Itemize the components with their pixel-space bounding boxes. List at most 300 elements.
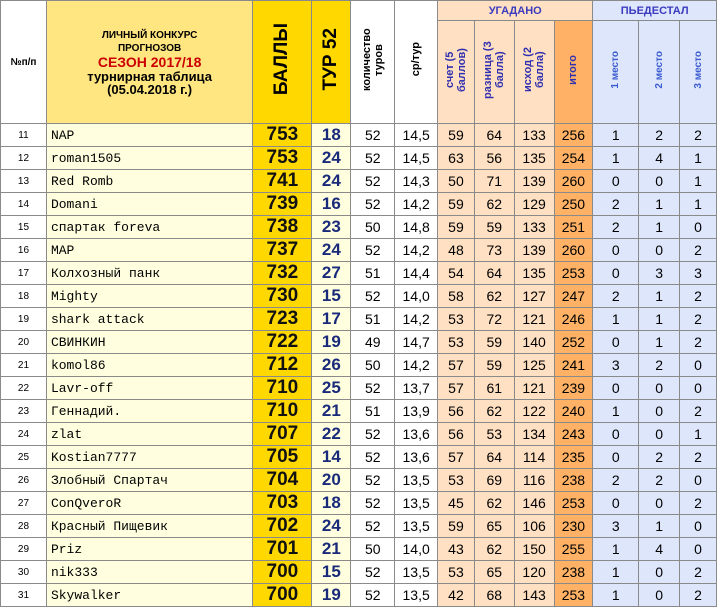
row-number: 18: [1, 285, 47, 308]
average-per-tour: 13,7: [395, 377, 438, 400]
place2-count: 1: [639, 331, 680, 354]
place3-count: 2: [680, 285, 717, 308]
tour-points: 18: [312, 492, 351, 515]
guessed-score: 57: [438, 354, 475, 377]
tours-count: 52: [351, 584, 395, 607]
guessed-diff: 65: [474, 561, 514, 584]
guessed-total: 251: [554, 216, 593, 239]
guessed-outcome: 139: [514, 239, 554, 262]
tours-count: 51: [351, 400, 395, 423]
guessed-outcome: 135: [514, 262, 554, 285]
header-guess-outcome: исход (2 балла): [514, 21, 554, 124]
place2-count: 1: [639, 308, 680, 331]
tour-points: 15: [312, 561, 351, 584]
table-row: [1, 561, 717, 584]
guessed-diff: 68: [474, 584, 514, 607]
average-per-tour: 13,6: [395, 446, 438, 469]
place2-count: 1: [639, 515, 680, 538]
points-value: 700: [253, 561, 312, 584]
place1-count: 1: [593, 124, 639, 147]
tour-points: 24: [312, 515, 351, 538]
place2-count: 0: [639, 377, 680, 400]
points-value: 723: [253, 308, 312, 331]
table-row: [1, 170, 717, 193]
row-number: 30: [1, 561, 47, 584]
points-value: 738: [253, 216, 312, 239]
player-name: Priz: [46, 538, 252, 561]
table-row: [1, 538, 717, 561]
place3-count: 3: [680, 262, 717, 285]
subtitle-label: турнирная таблица: [87, 68, 212, 84]
points-value: 732: [253, 262, 312, 285]
place3-count: 1: [680, 423, 717, 446]
place3-count: 1: [680, 193, 717, 216]
place3-count: 0: [680, 538, 717, 561]
guessed-score: 56: [438, 423, 475, 446]
average-per-tour: 13,5: [395, 561, 438, 584]
guessed-score: 57: [438, 377, 475, 400]
guessed-total: 253: [554, 262, 593, 285]
points-value: 701: [253, 538, 312, 561]
average-per-tour: 14,2: [395, 308, 438, 331]
guessed-total: 260: [554, 239, 593, 262]
row-number: 27: [1, 492, 47, 515]
guessed-diff: 56: [474, 147, 514, 170]
points-value: 753: [253, 147, 312, 170]
header-tours-count: количество туров: [351, 1, 395, 124]
average-per-tour: 14,7: [395, 331, 438, 354]
row-number: 22: [1, 377, 47, 400]
tour-points: 22: [312, 423, 351, 446]
place1-count: 0: [593, 377, 639, 400]
place2-count: 1: [639, 285, 680, 308]
guessed-diff: 62: [474, 492, 514, 515]
header-guessed-group: УГАДАНО: [438, 1, 593, 21]
place1-count: 1: [593, 308, 639, 331]
row-number: 21: [1, 354, 47, 377]
tours-count: 52: [351, 423, 395, 446]
guessed-outcome: 143: [514, 584, 554, 607]
player-name: спартак foreva: [46, 216, 252, 239]
guessed-outcome: 140: [514, 331, 554, 354]
header-place1: 1 место: [593, 21, 639, 124]
guessed-total: 241: [554, 354, 593, 377]
tour-points: 21: [312, 400, 351, 423]
guessed-total: 250: [554, 193, 593, 216]
average-per-tour: 14,0: [395, 285, 438, 308]
guessed-score: 59: [438, 124, 475, 147]
table-row: [1, 423, 717, 446]
row-number: 13: [1, 170, 47, 193]
guessed-outcome: 116: [514, 469, 554, 492]
header-podium-group: ПЬЕДЕСТАЛ: [593, 1, 717, 21]
tours-count: 52: [351, 377, 395, 400]
guessed-total: 230: [554, 515, 593, 538]
place1-count: 2: [593, 193, 639, 216]
tours-count: 52: [351, 515, 395, 538]
header-points: БАЛЛЫ: [253, 1, 312, 124]
guessed-outcome: 121: [514, 377, 554, 400]
guessed-score: 58: [438, 285, 475, 308]
guessed-outcome: 150: [514, 538, 554, 561]
place2-count: 2: [639, 446, 680, 469]
guessed-total: 243: [554, 423, 593, 446]
table-row: [1, 469, 717, 492]
guessed-total: 240: [554, 400, 593, 423]
guessed-diff: 72: [474, 308, 514, 331]
average-per-tour: 14,5: [395, 124, 438, 147]
average-per-tour: 14,3: [395, 170, 438, 193]
row-number: 26: [1, 469, 47, 492]
points-value: 741: [253, 170, 312, 193]
guessed-score: 42: [438, 584, 475, 607]
guessed-outcome: 106: [514, 515, 554, 538]
place1-count: 1: [593, 538, 639, 561]
place1-count: 0: [593, 239, 639, 262]
place3-count: 2: [680, 584, 717, 607]
points-value: 753: [253, 124, 312, 147]
table-row: [1, 492, 717, 515]
table-row: [1, 377, 717, 400]
tours-count: 52: [351, 492, 395, 515]
guessed-total: 256: [554, 124, 593, 147]
place1-count: 2: [593, 285, 639, 308]
player-name: Kostian7777: [46, 446, 252, 469]
place2-count: 2: [639, 124, 680, 147]
tour-points: 24: [312, 147, 351, 170]
table-row: [1, 584, 717, 607]
guessed-score: 45: [438, 492, 475, 515]
place2-count: 2: [639, 354, 680, 377]
place1-count: 3: [593, 515, 639, 538]
tours-count: 52: [351, 170, 395, 193]
points-value: 710: [253, 400, 312, 423]
tours-count: 52: [351, 147, 395, 170]
player-name: Mighty: [46, 285, 252, 308]
header-average: ср/тур: [395, 1, 438, 124]
place2-count: 0: [639, 492, 680, 515]
player-name: shark attack: [46, 308, 252, 331]
title-line2: ПРОГНОЗОВ: [117, 42, 182, 54]
table-row: [1, 400, 717, 423]
guessed-total: 235: [554, 446, 593, 469]
guessed-score: 59: [438, 216, 475, 239]
row-number: 31: [1, 584, 47, 607]
tour-points: 24: [312, 239, 351, 262]
row-number: 25: [1, 446, 47, 469]
points-value: 730: [253, 285, 312, 308]
place2-count: 0: [639, 170, 680, 193]
guessed-score: 59: [438, 193, 475, 216]
place2-count: 0: [639, 400, 680, 423]
average-per-tour: 13,9: [395, 400, 438, 423]
guessed-diff: 65: [474, 515, 514, 538]
guessed-score: 53: [438, 331, 475, 354]
place2-count: 3: [639, 262, 680, 285]
guessed-score: 50: [438, 170, 475, 193]
guessed-total: 247: [554, 285, 593, 308]
place1-count: 0: [593, 446, 639, 469]
player-name: Злобный Спартач: [46, 469, 252, 492]
place2-count: 4: [639, 538, 680, 561]
average-per-tour: 13,5: [395, 469, 438, 492]
guessed-diff: 71: [474, 170, 514, 193]
table-row: [1, 262, 717, 285]
guessed-diff: 53: [474, 423, 514, 446]
guessed-diff: 73: [474, 239, 514, 262]
tours-count: 52: [351, 285, 395, 308]
table-row: [1, 124, 717, 147]
player-name: komol86: [46, 354, 252, 377]
guessed-diff: 62: [474, 400, 514, 423]
player-name: roman1505: [46, 147, 252, 170]
player-name: Skywalker: [46, 584, 252, 607]
place3-count: 0: [680, 515, 717, 538]
place3-count: 2: [680, 400, 717, 423]
place1-count: 2: [593, 216, 639, 239]
tours-count: 50: [351, 216, 395, 239]
place1-count: 1: [593, 400, 639, 423]
average-per-tour: 13,5: [395, 492, 438, 515]
place3-count: 2: [680, 446, 717, 469]
row-number: 11: [1, 124, 47, 147]
guessed-outcome: 133: [514, 124, 554, 147]
points-value: 722: [253, 331, 312, 354]
table-row: [1, 216, 717, 239]
player-name: Red Romb: [46, 170, 252, 193]
guessed-outcome: 146: [514, 492, 554, 515]
guessed-outcome: 133: [514, 216, 554, 239]
header-place2: 2 место: [639, 21, 680, 124]
place3-count: 1: [680, 170, 717, 193]
guessed-score: 54: [438, 262, 475, 285]
tour-points: 15: [312, 285, 351, 308]
guessed-score: 53: [438, 561, 475, 584]
points-value: 703: [253, 492, 312, 515]
title-line1: ЛИЧНЫЙ КОНКУРС: [101, 29, 198, 41]
table-row: [1, 515, 717, 538]
place1-count: 1: [593, 561, 639, 584]
guessed-diff: 62: [474, 538, 514, 561]
player-name: Lavr-off: [46, 377, 252, 400]
points-value: 737: [253, 239, 312, 262]
place2-count: 0: [639, 239, 680, 262]
place2-count: 4: [639, 147, 680, 170]
player-name: ConQveroR: [46, 492, 252, 515]
guessed-outcome: 122: [514, 400, 554, 423]
points-value: 702: [253, 515, 312, 538]
tour-points: 27: [312, 262, 351, 285]
guessed-outcome: 121: [514, 308, 554, 331]
points-value: 704: [253, 469, 312, 492]
player-name: Красный Пищевик: [46, 515, 252, 538]
place2-count: 0: [639, 584, 680, 607]
guessed-outcome: 120: [514, 561, 554, 584]
average-per-tour: 14,4: [395, 262, 438, 285]
guessed-diff: 64: [474, 446, 514, 469]
guessed-diff: 62: [474, 193, 514, 216]
place3-count: 2: [680, 239, 717, 262]
tours-count: 52: [351, 239, 395, 262]
place1-count: 3: [593, 354, 639, 377]
place1-count: 0: [593, 331, 639, 354]
tour-points: 17: [312, 308, 351, 331]
guessed-diff: 64: [474, 124, 514, 147]
place3-count: 2: [680, 492, 717, 515]
row-number: 16: [1, 239, 47, 262]
tours-count: 52: [351, 193, 395, 216]
guessed-outcome: 114: [514, 446, 554, 469]
table-row: [1, 193, 717, 216]
guessed-outcome: 135: [514, 147, 554, 170]
guessed-score: 53: [438, 308, 475, 331]
player-name: Колхозный панк: [46, 262, 252, 285]
tour-points: 20: [312, 469, 351, 492]
header-guess-total: итого: [554, 21, 593, 124]
tour-points: 26: [312, 354, 351, 377]
row-number: 12: [1, 147, 47, 170]
average-per-tour: 14,2: [395, 193, 438, 216]
guessed-total: 253: [554, 492, 593, 515]
guessed-score: 57: [438, 446, 475, 469]
row-number: 28: [1, 515, 47, 538]
guessed-outcome: 139: [514, 170, 554, 193]
row-number: 15: [1, 216, 47, 239]
tour-points: 23: [312, 216, 351, 239]
tours-count: 49: [351, 331, 395, 354]
row-number: 14: [1, 193, 47, 216]
table-row: [1, 354, 717, 377]
guessed-total: 238: [554, 561, 593, 584]
place3-count: 2: [680, 331, 717, 354]
place1-count: 1: [593, 584, 639, 607]
guessed-total: 254: [554, 147, 593, 170]
guessed-diff: 61: [474, 377, 514, 400]
tour-points: 21: [312, 538, 351, 561]
guessed-total: 246: [554, 308, 593, 331]
guessed-outcome: 134: [514, 423, 554, 446]
place2-count: 1: [639, 193, 680, 216]
guessed-diff: 59: [474, 216, 514, 239]
table-row: [1, 285, 717, 308]
tours-count: 52: [351, 124, 395, 147]
tours-count: 52: [351, 446, 395, 469]
place3-count: 0: [680, 377, 717, 400]
header-guess-score: счет (5 баллов): [438, 21, 475, 124]
tours-count: 51: [351, 308, 395, 331]
guessed-score: 43: [438, 538, 475, 561]
average-per-tour: 14,2: [395, 354, 438, 377]
guessed-score: 53: [438, 469, 475, 492]
place1-count: 0: [593, 492, 639, 515]
guessed-total: 239: [554, 377, 593, 400]
player-name: СВИНКИН: [46, 331, 252, 354]
tour-points: 24: [312, 170, 351, 193]
row-number: 29: [1, 538, 47, 561]
tours-count: 50: [351, 538, 395, 561]
player-name: Domani: [46, 193, 252, 216]
table-row: [1, 331, 717, 354]
place2-count: 0: [639, 423, 680, 446]
table-row: [1, 308, 717, 331]
row-number: 23: [1, 400, 47, 423]
guessed-diff: 62: [474, 285, 514, 308]
player-name: MAP: [46, 239, 252, 262]
guessed-score: 59: [438, 515, 475, 538]
place3-count: 2: [680, 124, 717, 147]
row-number: 17: [1, 262, 47, 285]
place1-count: 1: [593, 147, 639, 170]
tour-points: 25: [312, 377, 351, 400]
place3-count: 0: [680, 469, 717, 492]
guessed-score: 56: [438, 400, 475, 423]
header-guess-diff: разница (3 балла): [474, 21, 514, 124]
average-per-tour: 13,5: [395, 515, 438, 538]
place3-count: 0: [680, 354, 717, 377]
tours-count: 52: [351, 561, 395, 584]
place2-count: 2: [639, 469, 680, 492]
average-per-tour: 13,5: [395, 584, 438, 607]
tour-points: 18: [312, 124, 351, 147]
tour-points: 16: [312, 193, 351, 216]
average-per-tour: 14,5: [395, 147, 438, 170]
row-number: 20: [1, 331, 47, 354]
row-number: 24: [1, 423, 47, 446]
header-number: №п/п: [1, 1, 47, 124]
tour-points: 14: [312, 446, 351, 469]
table-row: [1, 446, 717, 469]
header-title-block: [46, 1, 252, 124]
tours-count: 52: [351, 469, 395, 492]
tour-points: 19: [312, 331, 351, 354]
guessed-outcome: 129: [514, 193, 554, 216]
place3-count: 2: [680, 561, 717, 584]
guessed-total: 252: [554, 331, 593, 354]
place1-count: 0: [593, 262, 639, 285]
header-tour: ТУР 52: [312, 1, 351, 124]
place1-count: 0: [593, 423, 639, 446]
header-place3: 3 место: [680, 21, 717, 124]
guessed-diff: 59: [474, 331, 514, 354]
average-per-tour: 14,0: [395, 538, 438, 561]
player-name: Геннадий.: [46, 400, 252, 423]
place2-count: 0: [639, 561, 680, 584]
guessed-outcome: 127: [514, 285, 554, 308]
player-name: zlat: [46, 423, 252, 446]
guessed-score: 48: [438, 239, 475, 262]
player-name: nik333: [46, 561, 252, 584]
table-row: [1, 147, 717, 170]
points-value: 739: [253, 193, 312, 216]
tour-points: 19: [312, 584, 351, 607]
place1-count: 0: [593, 170, 639, 193]
points-value: 705: [253, 446, 312, 469]
standings-body: [1, 124, 717, 607]
season-label: СЕЗОН 2017/18: [97, 53, 202, 70]
tours-count: 51: [351, 262, 395, 285]
points-value: 712: [253, 354, 312, 377]
place3-count: 1: [680, 147, 717, 170]
date-label: (05.04.2018 г.): [107, 81, 193, 97]
row-number: 19: [1, 308, 47, 331]
points-value: 707: [253, 423, 312, 446]
points-value: 710: [253, 377, 312, 400]
guessed-diff: 59: [474, 354, 514, 377]
guessed-diff: 69: [474, 469, 514, 492]
guessed-total: 255: [554, 538, 593, 561]
place1-count: 2: [593, 469, 639, 492]
average-per-tour: 14,8: [395, 216, 438, 239]
